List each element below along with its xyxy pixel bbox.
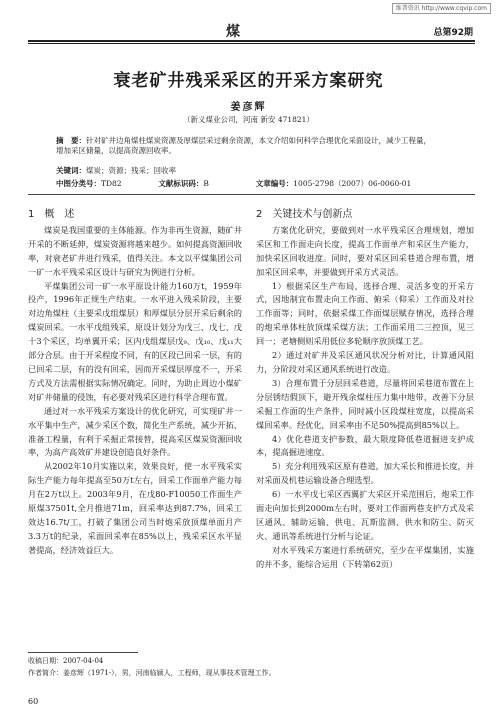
section-heading-overview: 1 概 述 — [28, 209, 75, 220]
abstract-label: 摘 要： — [56, 136, 86, 145]
article-title: 衰老矿井残采采区的开采方案研究 — [113, 71, 384, 91]
keywords-label: 关键词： — [56, 166, 86, 175]
class-label: 中图分类号： — [56, 179, 101, 188]
meta-rule — [28, 194, 475, 195]
paragraph: 通过对一水平残采方案设计的优化研究，可实现矿井一水平集中生产，减少采区个数，简化生产系统，减少开拓、准备工程量，有利于采掘正常接替，提高采区煤炭资源回收率，为高产高效矿井建设创造良好条件。 — [28, 405, 242, 458]
classification-line — [56, 179, 456, 189]
paragraph: 从2002年10月实施以来，效果良好，使一水平残采实际生产能力每年提高至50万t左右，回采工作面单产能力每月在2万t以上。2003年9月，在戊80-F10050工作面生产原煤37501t,全月推进71m，回采率达到87.7%，回采工效达16.7t/工，打破了集团公司当时炮采放顶煤单面月产3.3万t的纪录，采面回采率在85%以上，残采采区水平显著提高，经济效益巨大。 — [28, 461, 242, 555]
journal-logo: 煤 — [226, 24, 240, 40]
abstract — [56, 136, 436, 156]
keywords-text: 煤炭；资源；残采；回收率 — [86, 166, 176, 175]
abstract-text: 针对矿井边角煤柱煤炭资源及厚煤层采过剩余资源，本文介绍如何科学合理优化采面设计，减少工程量，增加采区储量，以提高资源回收率。 — [56, 136, 431, 155]
page-number: 60 — [28, 697, 39, 706]
paragraph: 5）充分利用残采区原有巷道，加大采长和推进长度，并对采面及机巷运输设备合理选型。 — [256, 461, 474, 486]
paragraph: 对水平残采方案进行系统研究，至少在平煤集团，实施的并不多，能综合运用（下转第62页） — [256, 544, 474, 569]
header-rule — [28, 40, 475, 42]
right-column — [256, 208, 474, 572]
class-value: TD82 — [101, 179, 122, 188]
left-column — [28, 208, 242, 558]
paragraph: 煤炭是我国重要的主体能源。作为非再生资源，随矿井开采的不断延伸，煤炭资源将越来越少。如何提高资源回收率，对衰老矿井进行残采，值得关注。本文以平煤集团公司一矿一水平残采采区设计与研究为例进行分析。 — [28, 224, 242, 277]
section-heading-key-tech: 2 关键技术与创新点 — [256, 209, 353, 220]
site-watermark: 维普资讯 http://www.cqvip.com — [392, 3, 491, 14]
header-rule-thin — [28, 43, 475, 44]
paragraph: 3）合理布置于分层回采巷道，尽量将回采巷道布置在上分层锈结假顶下，避开残余煤柱压力集中地带，改善下分层采掘工作面的生产条件，同时减小区段煤柱宽度，以提高采煤回采率。经优化，回采率由不足50%提高到85%以上。 — [256, 377, 474, 430]
doc-code-value: B — [203, 179, 209, 188]
paragraph: 4）优化巷道支护参数，最大限度降低巷道掘进支护成本，提高掘进速度。 — [256, 433, 474, 458]
issue-label: 总第92期 — [433, 28, 473, 38]
paragraph: 6）一水平戊七采区西翼扩大采区开采范围后，炮采工作面走向加长到2000m左右时，要对工作面两巷支护方式及采区通风、辅助运输、供电、瓦斯监测、供水和防尘、防灭火、通讯等系统进行分析与论证。 — [256, 489, 474, 541]
paragraph: 方案优化研究，要做到对一水平残采区合理规划，增加采区和工作面走向长度，提高工作面单产和采区生产能力，加快采区回收进度。同时，要对采区回采巷道合理布置，增加采区回采率，并要做到开采方式灵活。 — [256, 224, 474, 277]
footnote-rule — [28, 652, 138, 653]
article-author: 姜彦辉 — [230, 102, 267, 113]
footnote-received: 收稿日期：2007-04-04 — [28, 657, 104, 665]
footnote-author-bio: 作者简介：姜彦辉（1971-），男，河南临颍人，工程师，现从事技术管理工作。 — [28, 669, 276, 677]
paragraph: 平煤集团公司一矿一水平原设计能力160万t，1959年投产，1996年正规生产结束。一水平进入残采阶段，主要对边角煤柱（主要采戊组煤层）和厚煤层分层开采后剩余的煤炭回采。一水平戊组残采，原设计划分为戊三、戊七、戊十3个采区，均单翼开采；区内戊组煤层戊₉、戊₁₀、戊₁₁大部分合层。由于开采程度不同，有的区段已回采一层，有的已回采二层，有的没有回采，因而开采煤层厚度不一，开采方式及方法需根据实际情况确定。同时，为助止周边小煤矿对矿井储量的侵蚀，有必要对残采区进行科学合理布置。 — [28, 280, 242, 402]
article-no-value: 1005-2798（2007）06-0060-01 — [293, 179, 412, 188]
keywords — [56, 166, 176, 176]
doc-code-label: 文献标识码： — [158, 179, 204, 188]
paragraph: 2）通过对矿井及采区通风状况分析对比，计算通风阻力，分阶段对采区通风系统进行改造。 — [256, 350, 474, 374]
paragraph: 1）根据采区生产布局，选择合理、灵活多变的开采方式，因地制宜布置走向工作面、俯采（仰采）工作面及对拉工作面等；同时，依据采煤工作面煤层赋存情况，选择合理的炮采单体柱放顶煤采煤方法；工作面采用二三控顶，见三回一；老塘侧则采用低位多轮顺序放顶煤工艺。 — [256, 280, 474, 347]
article-no-label: 文章编号： — [255, 179, 294, 188]
author-affiliation: （新义煤业公司，河南 新安 471821） — [183, 115, 314, 124]
